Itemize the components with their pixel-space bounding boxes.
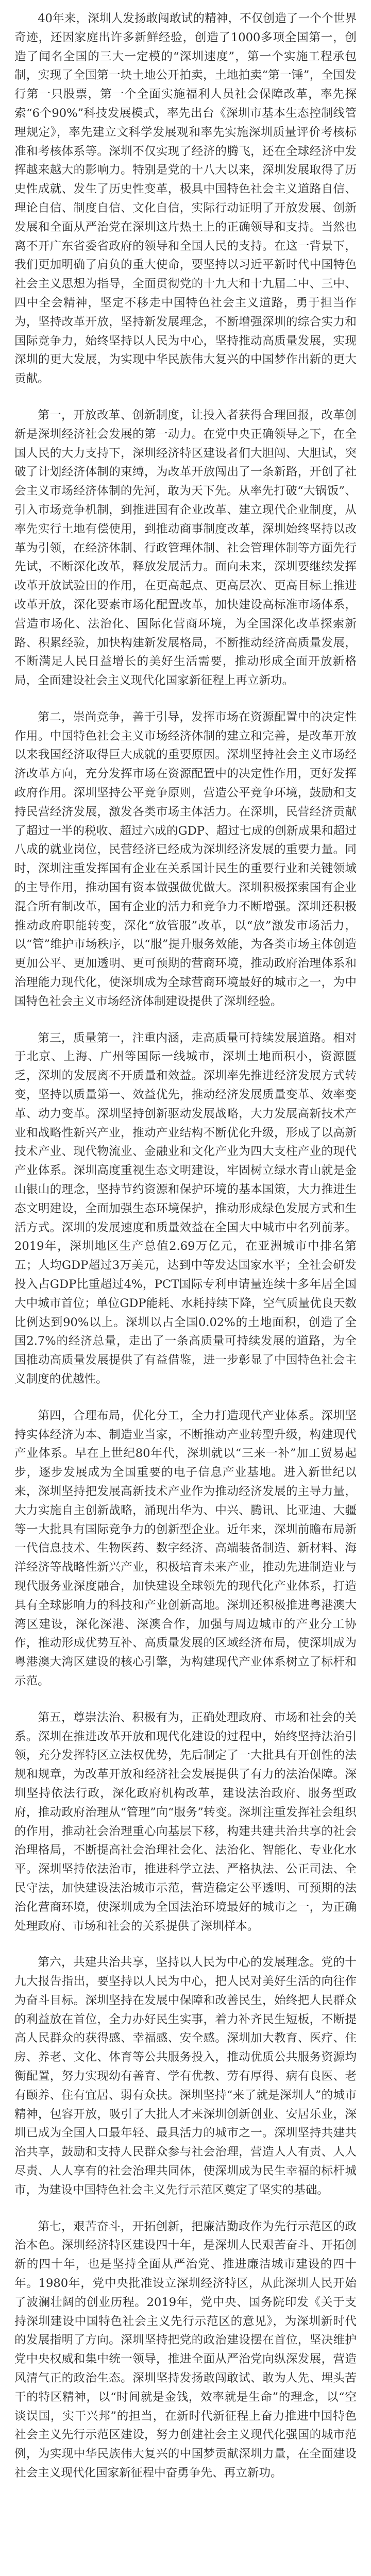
paragraph-2: 第二，崇尚竞争，善于引导，发挥市场在资源配置中的决定性作用。中国特色社会主义市场经济体制的建立和完善，是改革开放以来我国经济取得巨大成就的重要原因。深圳坚持社会主义市场经济改革方向，充分发挥市场在资源配置中的决定性作用，更好发挥政府作用。深圳坚持公平竞争原则，营造公平竞争环境，鼓励和支持民营经济发展，激发各类市场主体活力。在深圳，民营经济贡献了超过一半的税收、超过六成的GDP、超过七成的创新成果和超过八成的就业岗位，民营经济已经成为深圳经济发展的重要力量。同时，深圳注重发挥国有企业在关系国计民生的重要行业和关键领域的主导作用，推动国有资本做强做优做大。深圳积极探索国有企业混合所有制改革，国有企业的活力和竞争力不断增强。深圳还积极推动政府职能转变，深化“放管服”改革，以“放”激发市场活力，以“管”维护市场秩序，以“服”提升服务效能，为各类市场主体创造更加公平、更加透明、更可预期的营商环境，推动政府治理体系和治理能力现代化，使深圳成为全球营商环境最好的城市之一，为中国特色社会主义市场经济体制建设提供了深圳经验。 <box>14 710 357 1008</box>
paragraph-1: 第一，开放改革、创新制度，让投入者获得合理回报，改革创新是深圳经济社会发展的第一动力。在党中央正确领导之下，在全国人民的大力支持下，深圳经济特区建设者们大胆闯、大胆试，突破了计划经济体制的束缚，为改革开放闯出了一条新路，开创了社会主义市场经济体制的先河，敢为天下先。从率先打破“大锅饭”、引入市场竞争机制，到推进国有企业改革、建立现代企业制度，从率先实行土地有偿使用，到推动商事制度改革，深圳始终坚持以改革为引领，在经济体制、行政管理体制、社会管理体制等方面先行先试，不断深化改革，释放发展活力。面向未来，深圳要继续发挥改革开放试验田的作用，在更高起点、更高层次、更高目标上推进改革开放，深化要素市场化配置改革，加快建设高标准市场体系，营造市场化、法治化、国际化营商环境，为全国深化改革探索新路、积累经验，加快构建新发展格局，不断推动经济高质量发展，不断满足人民日益增长的美好生活需要，推动形成全面开放新格局，全面建设社会主义现代化国家新征程上再立新功。 <box>14 408 357 688</box>
paragraph-7: 第七，艰苦奋斗，开拓创新，把廉洁勤政作为先行示范区的政治本色。深圳经济特区建设四十年，是深圳人民艰苦奋斗、开拓创新的四十年，也是坚持全面从严治党、推进廉洁城市建设的四十年。1980年，党中央批准设立深圳经济特区，从此深圳人民开始了波澜壮阔的创业历程。2019年，党中央、国务院印发《关于支持深圳建设中国特色社会主义先行示范区的意见》，为深圳新时代的发展指明了方向。深圳坚持把党的政治建设摆在首位，坚决维护党中央权威和集中统一领导，推进全面从严治党向纵深发展，营造风清气正的政治生态。深圳坚持发扬敢闯敢试、敢为人先、埋头苦干的特区精神，以“时间就是金钱，效率就是生命”的理念，以“空谈误国，实干兴邦”的担当，在新时代新征程上奋力推进中国特色社会主义先行示范区建设，努力创建社会主义现代化强国的城市范例，为实现中华民族伟大复兴的中国梦贡献深圳力量，在全面建设社会主义现代化国家新征程中奋勇争先、再立新功。 <box>14 2219 357 2480</box>
paragraph-intro: 40年来，深圳人发扬敢闯敢试的精神，不仅创造了一个个世界奇迹，还因家庭出许多新鲜经验，创造了1000多项全国第一，创造了闻名全国的三大一定模的“深圳速度”，第一个实施工程承包制，实现了全国第一块土地公开拍卖，土地拍卖“第一锤”，全国发行第一只股票，第一个全面实施福利人员社会保障改革，率先探索“6个90%”科技发展模式，率先出台《深圳市基本生态控制线管理规定》，率先建立文科学发展观和率先实施深圳质量评价考核标准和考核体系等。深圳不仅实现了经济的腾飞，还在全球经济中发挥越来越大的影响力。特别是党的十八大以来，深圳发展取得了历史性成就、发生了历史性变革，极具中国特色社会主义道路自信、理论自信、制度自信、文化自信，实际行动证明了开放发展、创新发展和全面从严治党在深圳这片热土上的正确领导和支持。当然也离不开广东省委省政府的领导和全国人民的支持。在这一背景下，我们更加明确了肩负的重大使命，要坚持以习近平新时代中国特色社会主义思想为指导，全面贯彻党的十九大和十九届二中、三中、四中全会精神，坚定不移走中国特色社会主义道路，勇于担当作为，坚持改革开放，坚持新发展理念，不断增强深圳的综合实力和国际竞争力，始终坚持以人民为中心，坚持推动高质量发展，实现深圳的更大发展，为实现中华民族伟大复兴的中国梦作出新的更大贡献。 <box>14 12 357 386</box>
paragraph-3: 第三，质量第一，注重内涵，走高质量可持续发展道路。相对于北京、上海、广州等国际一线城市，深圳土地面积小，资源匮乏，深圳的发展离不开质量和效益。深圳率先推进经济发展方式转变，坚持以质量第一、效益优先，推动经济发展质量变革、效率变革、动力变革。深圳坚持创新驱动发展战略，大力发展高新技术产业和战略性新兴产业，推动产业结构不断优化升级，形成了以高新技术产业、现代物流业、金融业和文化产业为四大支柱产业的现代产业体系。深圳高度重视生态文明建设，牢固树立绿水青山就是金山银山的理念，坚持节约资源和保护环境的基本国策，大力推进生态文明建设，全面加强生态环境保护，推动形成绿色发展方式和生活方式。深圳的发展速度和质量效益在全国大中城市中名列前茅。2019年，深圳地区生产总值2.69万亿元，在亚洲城市中排名第五；人均GDP超过3万美元，达到中等发达国家水平；全社会研发投入占GDP比重超过4%，PCT国际专利申请量连续十多年居全国大中城市首位；单位GDP能耗、水耗持续下降，空气质量优良天数比例达到90%以上。深圳以占全国0.02%的土地面积，创造了全国2.7%的经济总量，走出了一条高质量可持续发展的道路，为全国推动高质量发展提供了有益借鉴，进一步彰显了中国特色社会主义制度的优越性。 <box>14 1031 357 1386</box>
paragraph-5: 第五，尊崇法治、积极有为，正确处理政府、市场和社会的关系。深圳在推进改革开放和现代化建设的过程中，始终坚持法治引领，充分发挥特区立法权优势，先后制定了一大批具有开创性的法规和规章，为改革开放和经济社会发展提供了有力的法治保障。深圳坚持依法行政，深化政府机构改革，建设法治政府、服务型政府，推动政府治理从“管理”向“服务”转变。深圳注重发挥社会组织的作用，推动社会治理重心向基层下移，构建共建共治共享的社会治理格局，不断提高社会治理社会化、法治化、智能化、专业化水平。深圳坚持依法治市，推进科学立法、严格执法、公正司法、全民守法，加快建设法治城市示范，营造稳定公平透明、可预期的法治化营商环境，使深圳成为全国法治环境最好的城市之一，为正确处理政府、市场和社会的关系提供了深圳样本。 <box>14 1710 357 1933</box>
paragraph-6: 第六，共建共治共享，坚持以人民为中心的发展理念。党的十九大报告指出，要坚持以人民为中心，把人民对美好生活的向往作为奋斗目标。深圳坚持在发展中保障和改善民生，始终把人民群众的利益放在首位，全力办好民生实事，着力补齐民生短板，不断提高人民群众的获得感、幸福感、安全感。深圳加大教育、医疗、住房、养老、文化、体育等公共服务投入，推动优质公共服务资源均衡配置，努力实现幼有善育、学有优教、劳有厚得、病有良医、老有颐养、住有宜居、弱有众扶。深圳坚持“来了就是深圳人”的城市精神，包容开放，吸引了大批人才来深圳创新创业、安居乐业，深圳已成为全国人口最年轻、最具活力的城市之一。深圳坚持共建共治共享，鼓励和支持人民群众参与社会治理，营造人人有责、人人尽责、人人享有的社会治理共同体，使深圳成为民生幸福的标杆城市，为建设中国特色社会主义先行示范区奠定了坚实的基础。 <box>14 1956 357 2197</box>
paragraph-4: 第四，合理布局，优化分工，全力打造现代产业体系。深圳坚持实体经济为本、制造业当家，不断推动产业转型升级，构建现代产业体系。早在上世纪80年代，深圳就以“三来一补”加工贸易起步，逐步发展成为全国重要的电子信息产业基地。进入新世纪以来，深圳坚持把发展高新技术产业作为推动经济发展的主导力量，大力实施自主创新战略，涌现出华为、中兴、腾讯、比亚迪、大疆等一大批具有国际竞争力的创新型企业。近年来，深圳前瞻布局新一代信息技术、生物医药、数字经济、高端装备制造、新材料、海洋经济等战略性新兴产业，积极培育未来产业，推动先进制造业与现代服务业深度融合，加快建设全球领先的现代化产业体系，打造具有全球影响力的科技和产业创新高地。深圳还积极推进粤港澳大湾区建设，深化深港、深澳合作，加强与周边城市的产业分工协作，推动形成优势互补、高质量发展的区域经济布局，使深圳成为粤港澳大湾区建设的核心引擎，为构建现代产业体系树立了标杆和示范。 <box>14 1409 357 1688</box>
